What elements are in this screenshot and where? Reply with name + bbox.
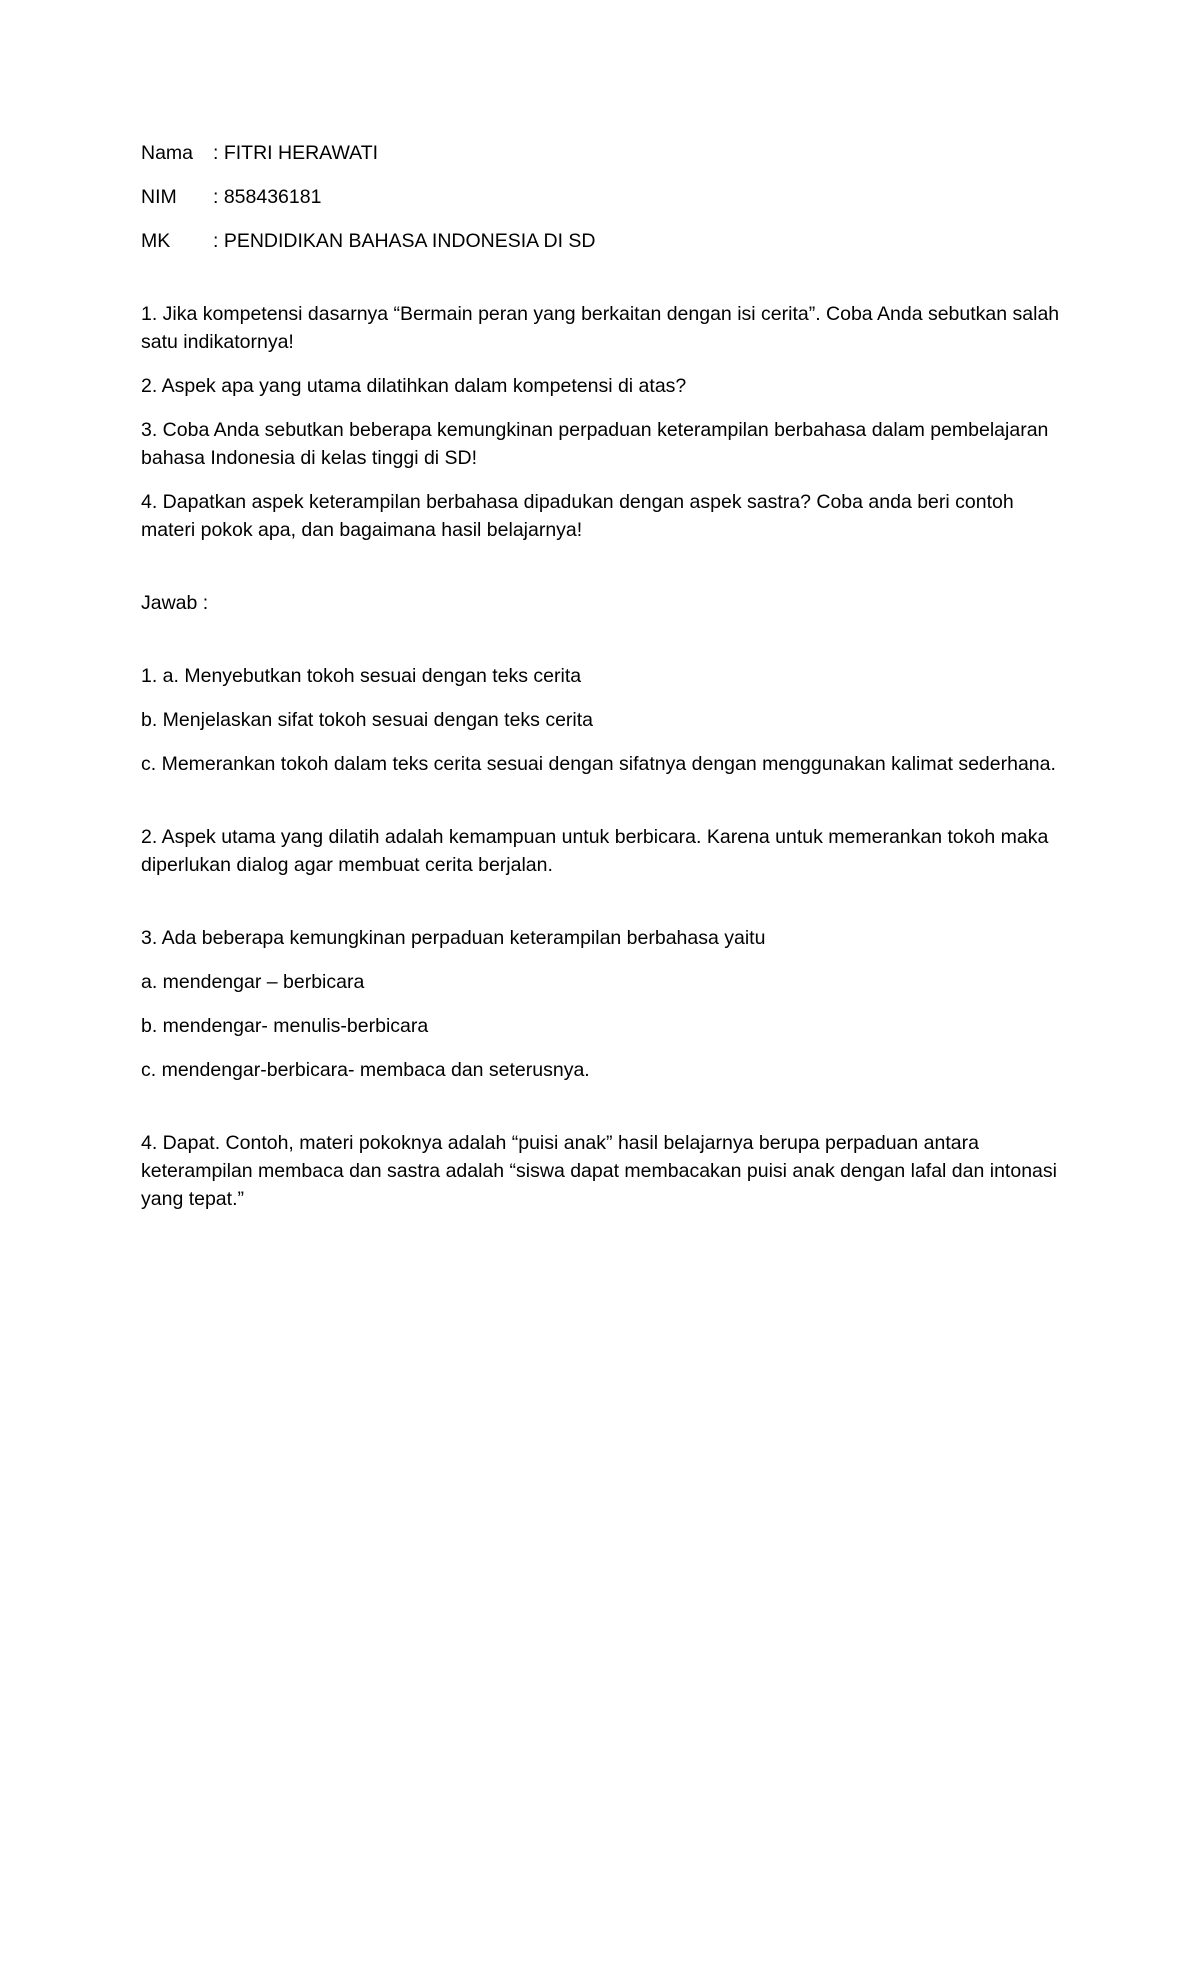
question-2: 2. Aspek apa yang utama dilatihkan dalam kompetensi di atas? [141, 375, 687, 397]
student-info [141, 139, 1071, 255]
answer-3-intro: 3. Ada beberapa kemungkinan perpaduan keterampilan berbahasa yaitu [141, 927, 766, 949]
mk-label: MK [141, 230, 171, 252]
nim-row [141, 183, 1071, 211]
questions-section [141, 300, 1071, 544]
answer-3a: a. mendengar – berbicara [141, 971, 365, 993]
nim-label: NIM [141, 186, 177, 208]
answers-section [141, 662, 1071, 1213]
name-label: Nama [141, 142, 194, 164]
answer-4: 4. Dapat. Contoh, materi pokoknya adalah “puisi anak” hasil belajarnya berupa perpaduan antara keterampilan membaca dan sastra adalah “siswa dapat membacakan puisi anak dengan lafal dan intonasi yang tepat.” [141, 1132, 1057, 1210]
jawab-label: Jawab : [141, 592, 209, 614]
question-1: 1. Jika kompetensi dasarnya “Bermain peran yang berkaitan dengan isi cerita”. Coba Anda sebutkan salah satu indikatornya! [141, 303, 1060, 353]
answer-2: 2. Aspek utama yang dilatih adalah kemampuan untuk berbicara. Karena untuk memerankan tokoh maka diperlukan dialog agar membuat cerita berjalan. [141, 826, 1049, 876]
answer-3b: b. mendengar- menulis-berbicara [141, 1015, 429, 1037]
mk-row [141, 227, 1071, 255]
name-row [141, 139, 1071, 167]
document-content [141, 139, 1071, 1229]
name-value: : FITRI HERAWATI [213, 142, 379, 164]
nim-value: : 858436181 [213, 186, 322, 208]
mk-value: : PENDIDIKAN BAHASA INDONESIA DI SD [213, 230, 596, 252]
answer-1c: c. Memerankan tokoh dalam teks cerita sesuai dengan sifatnya dengan menggunakan kalimat sederhana. [141, 753, 1056, 775]
answer-1b: b. Menjelaskan sifat tokoh sesuai dengan teks cerita [141, 709, 594, 731]
answer-3c: c. mendengar-berbicara- membaca dan seterusnya. [141, 1059, 590, 1081]
answer-1a: 1. a. Menyebutkan tokoh sesuai dengan teks cerita [141, 665, 582, 687]
question-3: 3. Coba Anda sebutkan beberapa kemungkinan perpaduan keterampilan berbahasa dalam pembelajaran bahasa Indonesia di kelas tinggi di SD! [141, 419, 1049, 469]
question-4: 4. Dapatkan aspek keterampilan berbahasa dipadukan dengan aspek sastra? Coba anda beri contoh materi pokok apa, dan bagaimana hasil belajarnya! [141, 491, 1014, 541]
